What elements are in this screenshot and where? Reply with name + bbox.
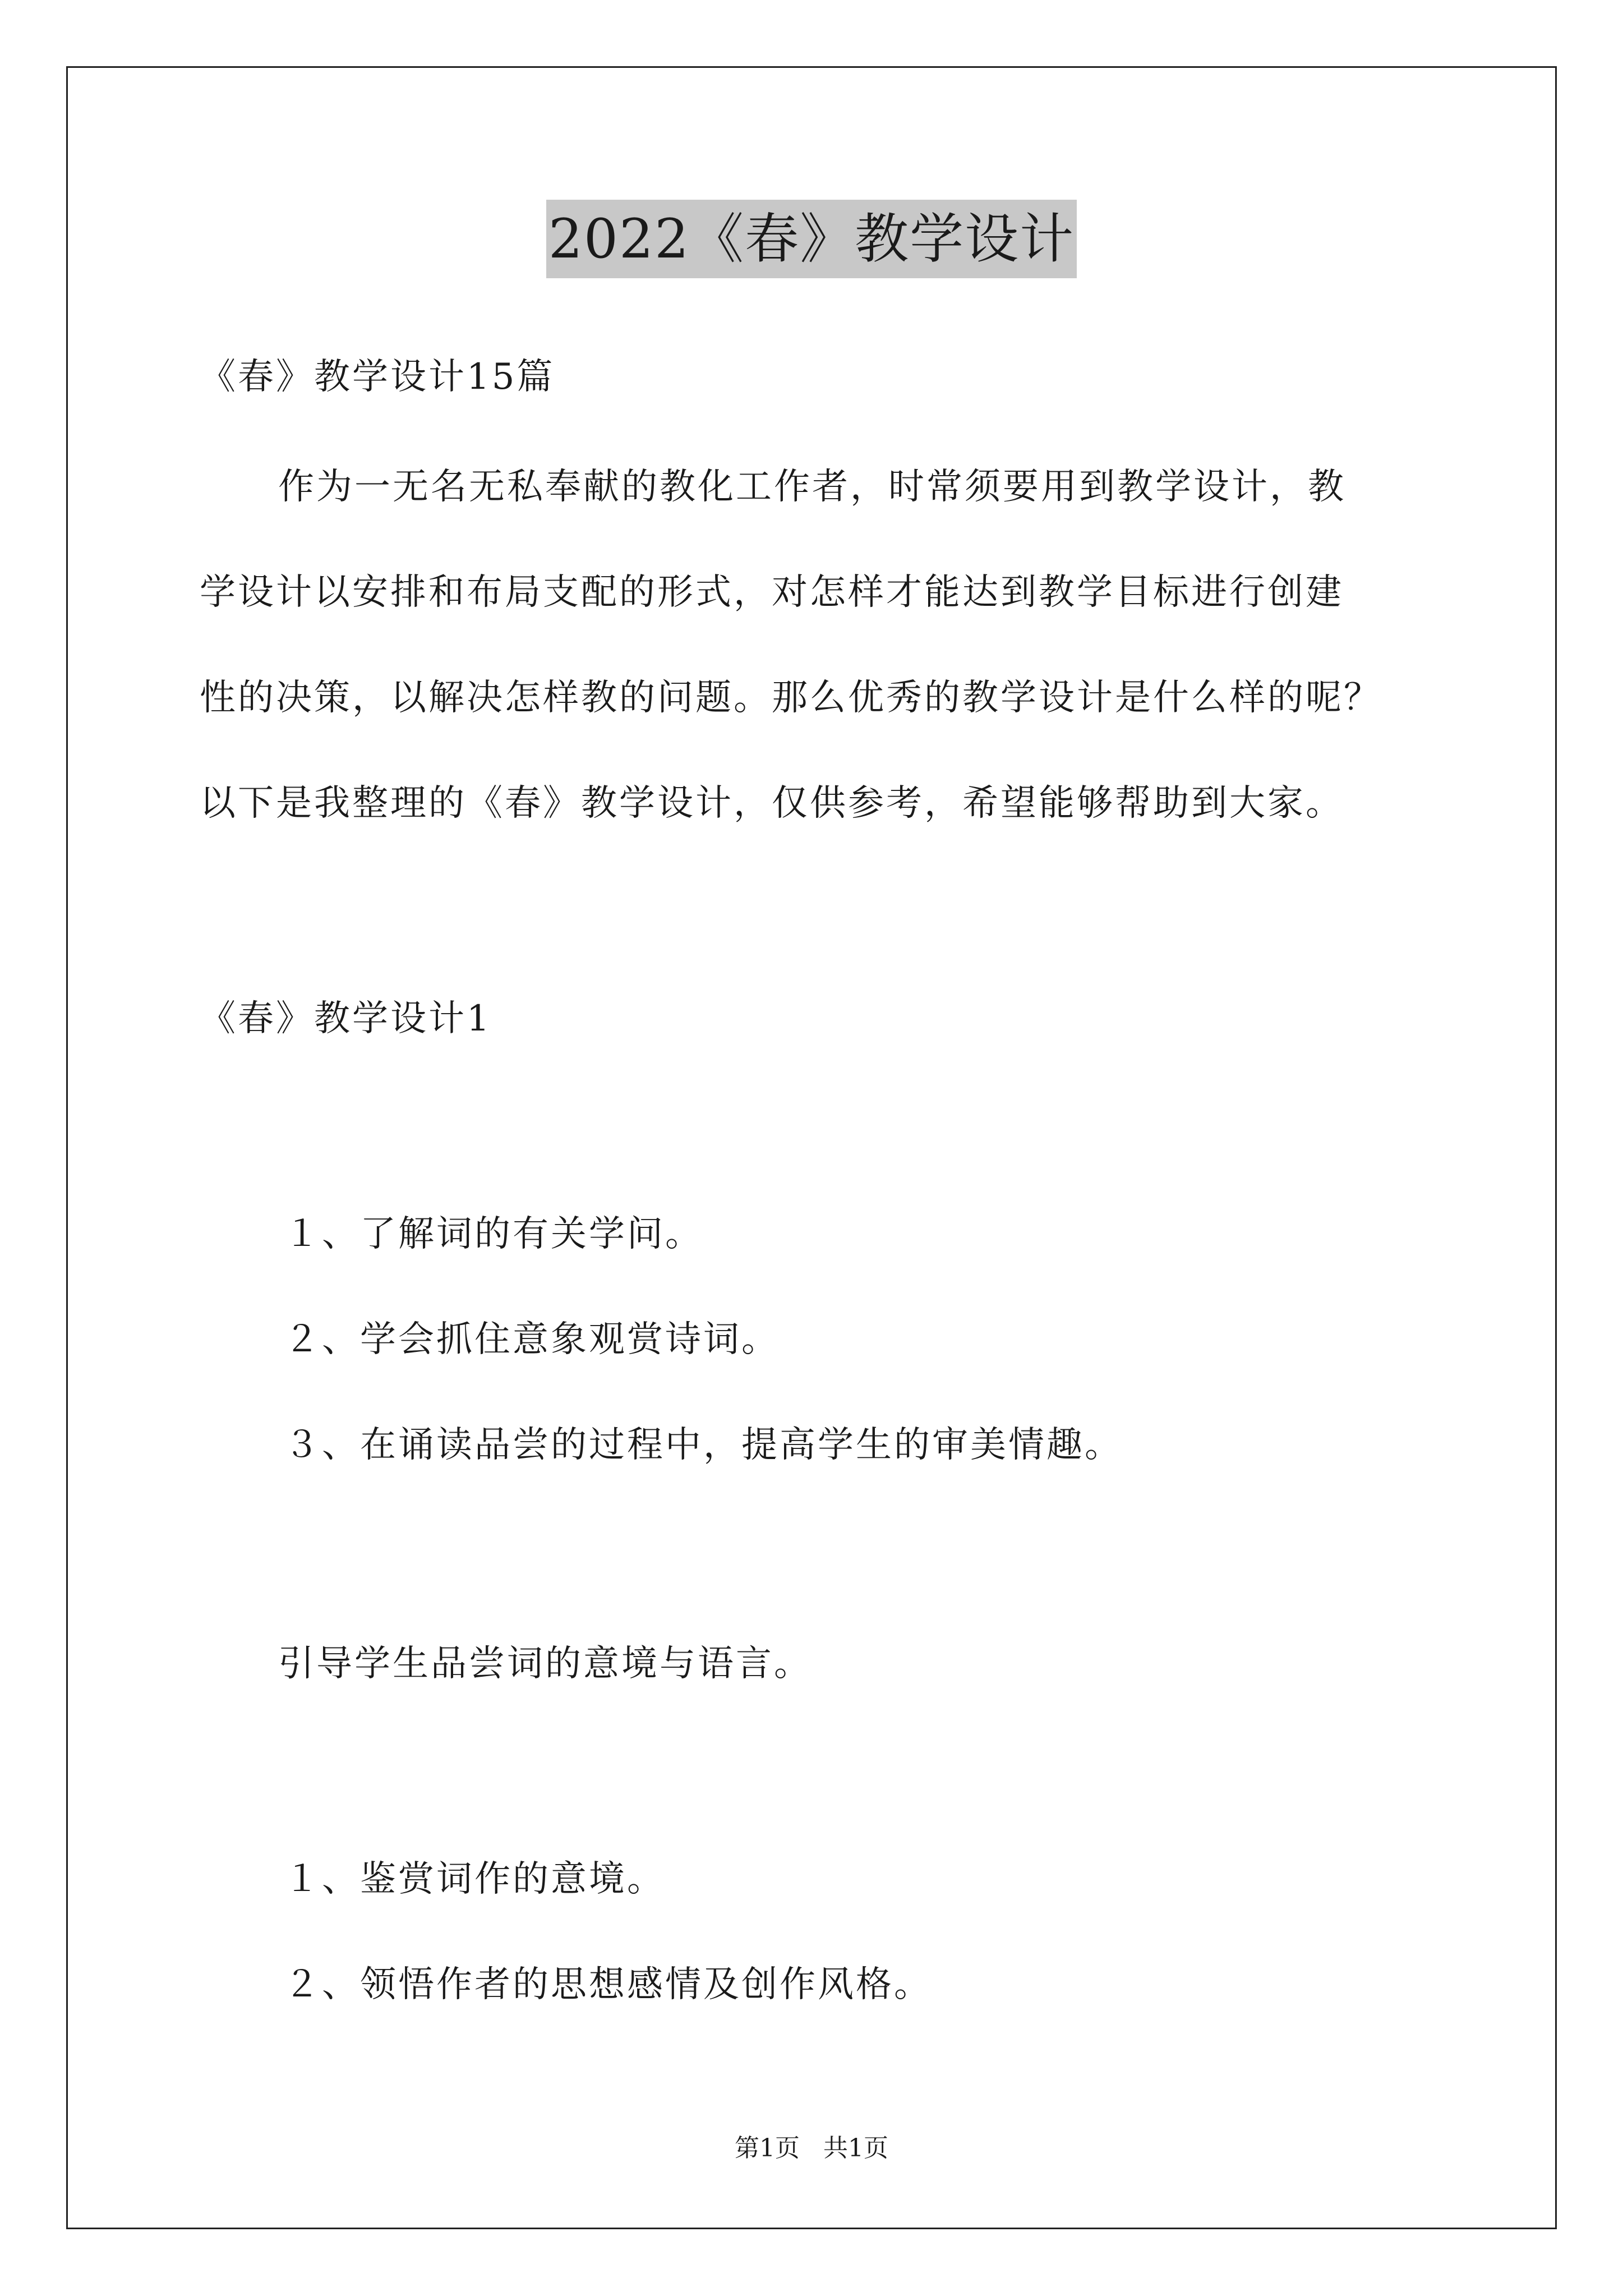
page-number-footer: 第1页 共1页 bbox=[735, 2134, 888, 2162]
title-container bbox=[0, 200, 1623, 278]
document-title: 2022《春》教学设计 bbox=[546, 200, 1077, 278]
objective-1: １、了解词的有关学问。 bbox=[284, 1213, 703, 1255]
document-subtitle: 《春》教学设计15篇 bbox=[200, 356, 555, 398]
difficulty-1: １、鉴赏词作的意境。 bbox=[284, 1858, 665, 1900]
objective-2: ２、学会抓住意象观赏诗词。 bbox=[284, 1319, 780, 1360]
intro-line-1: 作为一无名无私奉献的教化工作者，时常须要用到教学设计，教 bbox=[278, 466, 1346, 508]
section-heading: 《春》教学设计1 bbox=[200, 998, 492, 1039]
intro-line-4: 以下是我整理的《春》教学设计，仅供参考，希望能够帮助到大家。 bbox=[200, 783, 1344, 824]
objective-3: ３、在诵读品尝的过程中，提高学生的审美情趣。 bbox=[284, 1424, 1123, 1466]
intro-line-3: 性的决策，以解决怎样教的问题。那么优秀的教学设计是什么样的呢？ bbox=[200, 677, 1382, 719]
key-point: 引导学生品尝词的意境与语言。 bbox=[278, 1643, 812, 1685]
difficulty-2: ２、领悟作者的思想感情及创作风格。 bbox=[284, 1964, 932, 2005]
intro-line-2: 学设计以安排和布局支配的形式，对怎样才能达到教学目标进行创建 bbox=[200, 572, 1344, 613]
